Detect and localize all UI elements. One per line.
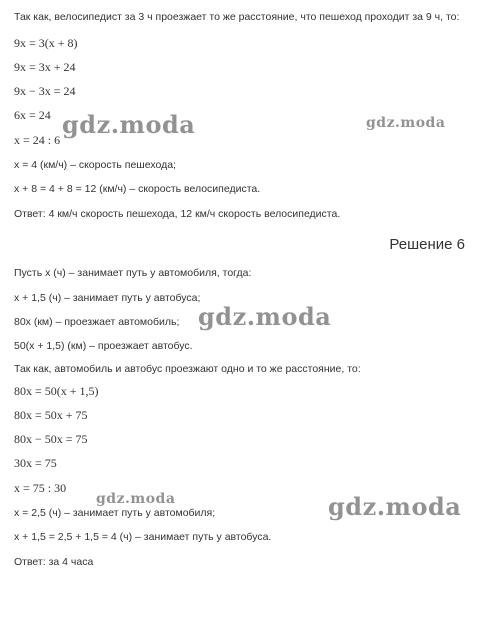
watermark: gdz.moda bbox=[96, 491, 176, 507]
watermark: gdz.moda bbox=[366, 115, 446, 131]
text-line: 80x (км) – проезжает автомобиль; bbox=[14, 316, 180, 328]
solution-6-intro: Пусть x (ч) – занимает путь у автомобиля, тогда: bbox=[14, 267, 252, 279]
text-line: 50(x + 1,5) (км) – проезжает автобус. bbox=[14, 340, 193, 352]
watermark: gdz.moda bbox=[198, 302, 332, 331]
watermark: gdz.moda bbox=[328, 492, 462, 521]
equation: 9x − 3x = 24 bbox=[14, 84, 76, 98]
text-line: x + 1,5 (ч) – занимает путь у автобуса; bbox=[14, 292, 201, 304]
equation: 6x = 24 bbox=[14, 108, 51, 122]
section-heading: Решение 6 bbox=[389, 236, 465, 253]
equation: x = 4 (км/ч) – скорость пешехода; bbox=[14, 159, 176, 171]
equation: x = 24 : 6 bbox=[14, 133, 61, 147]
equation: 80x = 50(x + 1,5) bbox=[14, 384, 99, 398]
answer: Ответ: 4 км/ч скорость пешехода, 12 км/ч скорость велосипедиста. bbox=[14, 208, 341, 220]
answer: Ответ: за 4 часа bbox=[14, 556, 94, 568]
equation: 9x = 3x + 24 bbox=[14, 60, 76, 74]
equation: 80x = 50x + 75 bbox=[14, 408, 88, 422]
watermark: gdz.moda bbox=[62, 110, 196, 139]
equation: 30x = 75 bbox=[14, 456, 57, 470]
equation: x = 75 : 30 bbox=[14, 481, 67, 495]
equation: x + 1,5 = 2,5 + 1,5 = 4 (ч) – занимает путь у автобуса. bbox=[14, 531, 272, 543]
solution-5-intro: Так как, велосипедист за 3 ч проезжает то же расстояние, что пешеход проходит за 9 ч, то: bbox=[14, 11, 460, 23]
equation: 9x = 3(x + 8) bbox=[14, 36, 78, 50]
equation: 80x − 50x = 75 bbox=[14, 432, 88, 446]
text-line: Так как, автомобиль и автобус проезжают одно и то же расстояние, то: bbox=[14, 363, 361, 375]
equation: x + 8 = 4 + 8 = 12 (км/ч) – скорость велосипедиста. bbox=[14, 183, 261, 195]
equation: x = 2,5 (ч) – занимает путь у автомобиля; bbox=[14, 507, 216, 519]
